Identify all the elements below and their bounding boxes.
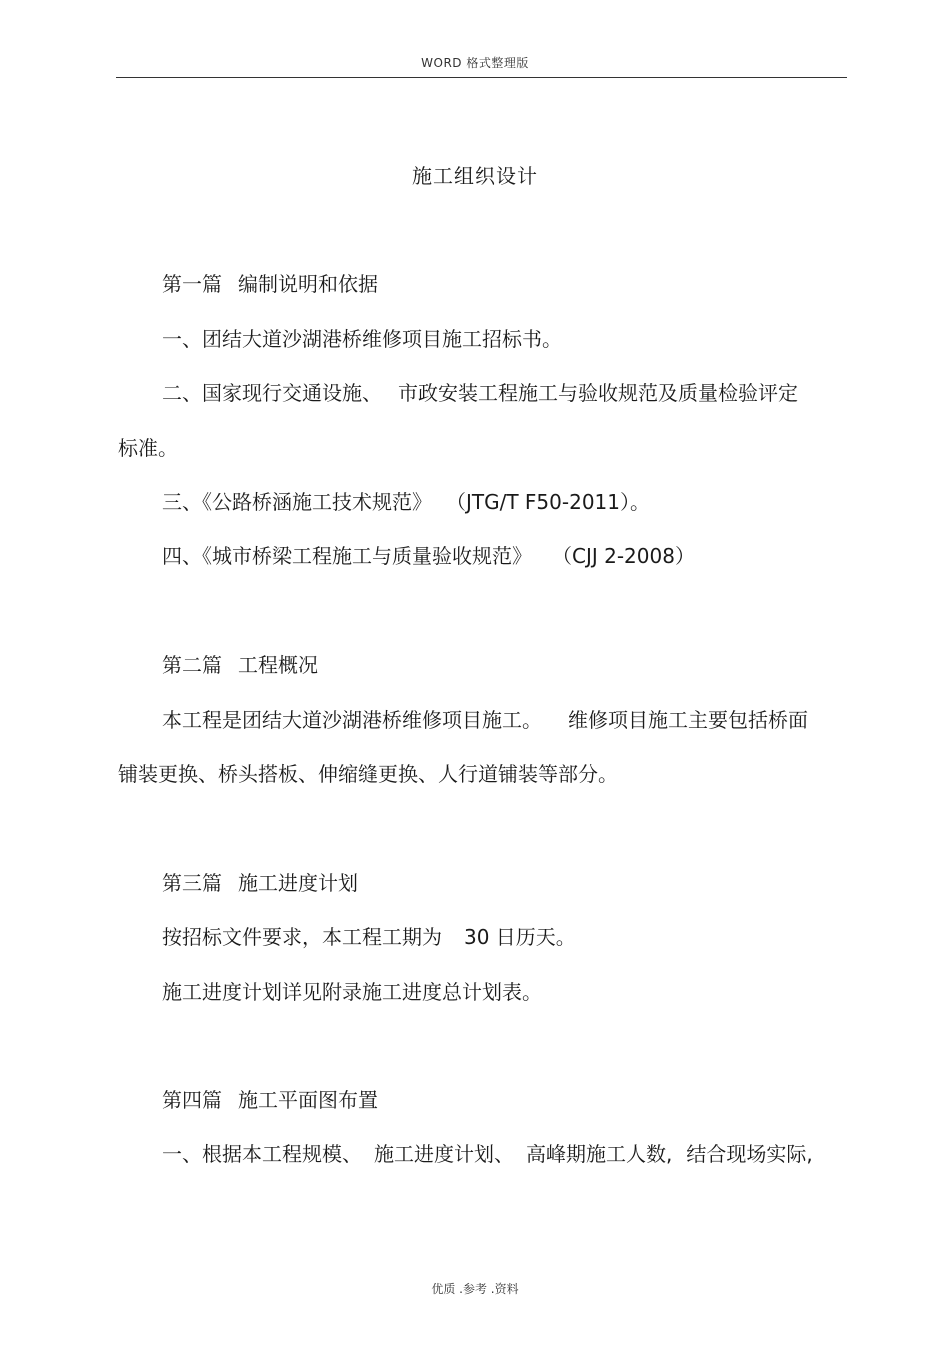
section-2-heading — [162, 651, 318, 679]
section-1-item-4 — [162, 542, 695, 570]
section-2-title: 工程概况 — [238, 653, 318, 677]
section-4-heading — [162, 1086, 378, 1114]
section-3-heading — [162, 869, 358, 897]
section-3-paragraph-1 — [162, 923, 576, 951]
section-1-number: 第一篇 — [162, 272, 222, 296]
section-4-paragraph-1-part-a: 一、根据本工程规模、 — [162, 1142, 362, 1166]
section-1-item-3 — [162, 488, 650, 516]
page-footer: 优质 .参考 .资料 — [431, 1282, 519, 1296]
section-4-paragraph-1-part-d: 结合现场实际, — [686, 1142, 813, 1166]
section-1-title: 编制说明和依据 — [238, 272, 378, 296]
section-1-item-4-part-a: 四、《城市桥梁工程施工与质量验收规范》 — [162, 544, 532, 568]
section-1-item-3-part-b: （JTG/T F50-2011）。 — [446, 490, 650, 514]
section-2-paragraph-part-b: 维修项目施工主要包括桥面 — [568, 708, 808, 732]
section-1-item-4-part-b: （CJJ 2-2008） — [552, 544, 695, 568]
section-4-paragraph-1-part-c: 高峰期施工人数, — [526, 1142, 673, 1166]
section-4-title: 施工平面图布置 — [238, 1088, 378, 1112]
section-1-item-2-part-b: 市政安装工程施工与验收规范及质量检验评定 — [398, 381, 798, 405]
section-1-item-2 — [162, 379, 798, 407]
section-2-paragraph-continued: 铺装更换、桥头搭板、伸缩缝更换、人行道铺装等部分。 — [118, 762, 618, 786]
section-1-item-3-part-a: 三、《公路桥涵施工技术规范》 — [162, 490, 432, 514]
page-header: WORD 格式整理版 — [421, 56, 529, 70]
section-1-item-2-part-a: 二、国家现行交通设施、 — [162, 381, 382, 405]
section-3-paragraph-1-part-b: 30 日历天。 — [464, 925, 576, 949]
section-2-number: 第二篇 — [162, 653, 222, 677]
header-divider — [116, 77, 847, 78]
section-1-item-2-continued: 标准。 — [118, 436, 178, 460]
section-2-paragraph — [162, 706, 808, 734]
section-1-item-1: 一、团结大道沙湖港桥维修项目施工招标书。 — [162, 327, 562, 351]
section-3-title: 施工进度计划 — [238, 871, 358, 895]
section-4-number: 第四篇 — [162, 1088, 222, 1112]
section-3-paragraph-2: 施工进度计划详见附录施工进度总计划表。 — [162, 980, 542, 1004]
section-3-paragraph-1-part-a: 按招标文件要求，本工程工期为 — [162, 925, 442, 949]
section-1-heading — [162, 270, 378, 298]
section-4-paragraph-1 — [162, 1140, 813, 1168]
section-2-paragraph-part-a: 本工程是团结大道沙湖港桥维修项目施工。 — [162, 708, 542, 732]
section-4-paragraph-1-part-b: 施工进度计划、 — [374, 1142, 514, 1166]
document-title: 施工组织设计 — [412, 164, 538, 188]
section-3-number: 第三篇 — [162, 871, 222, 895]
